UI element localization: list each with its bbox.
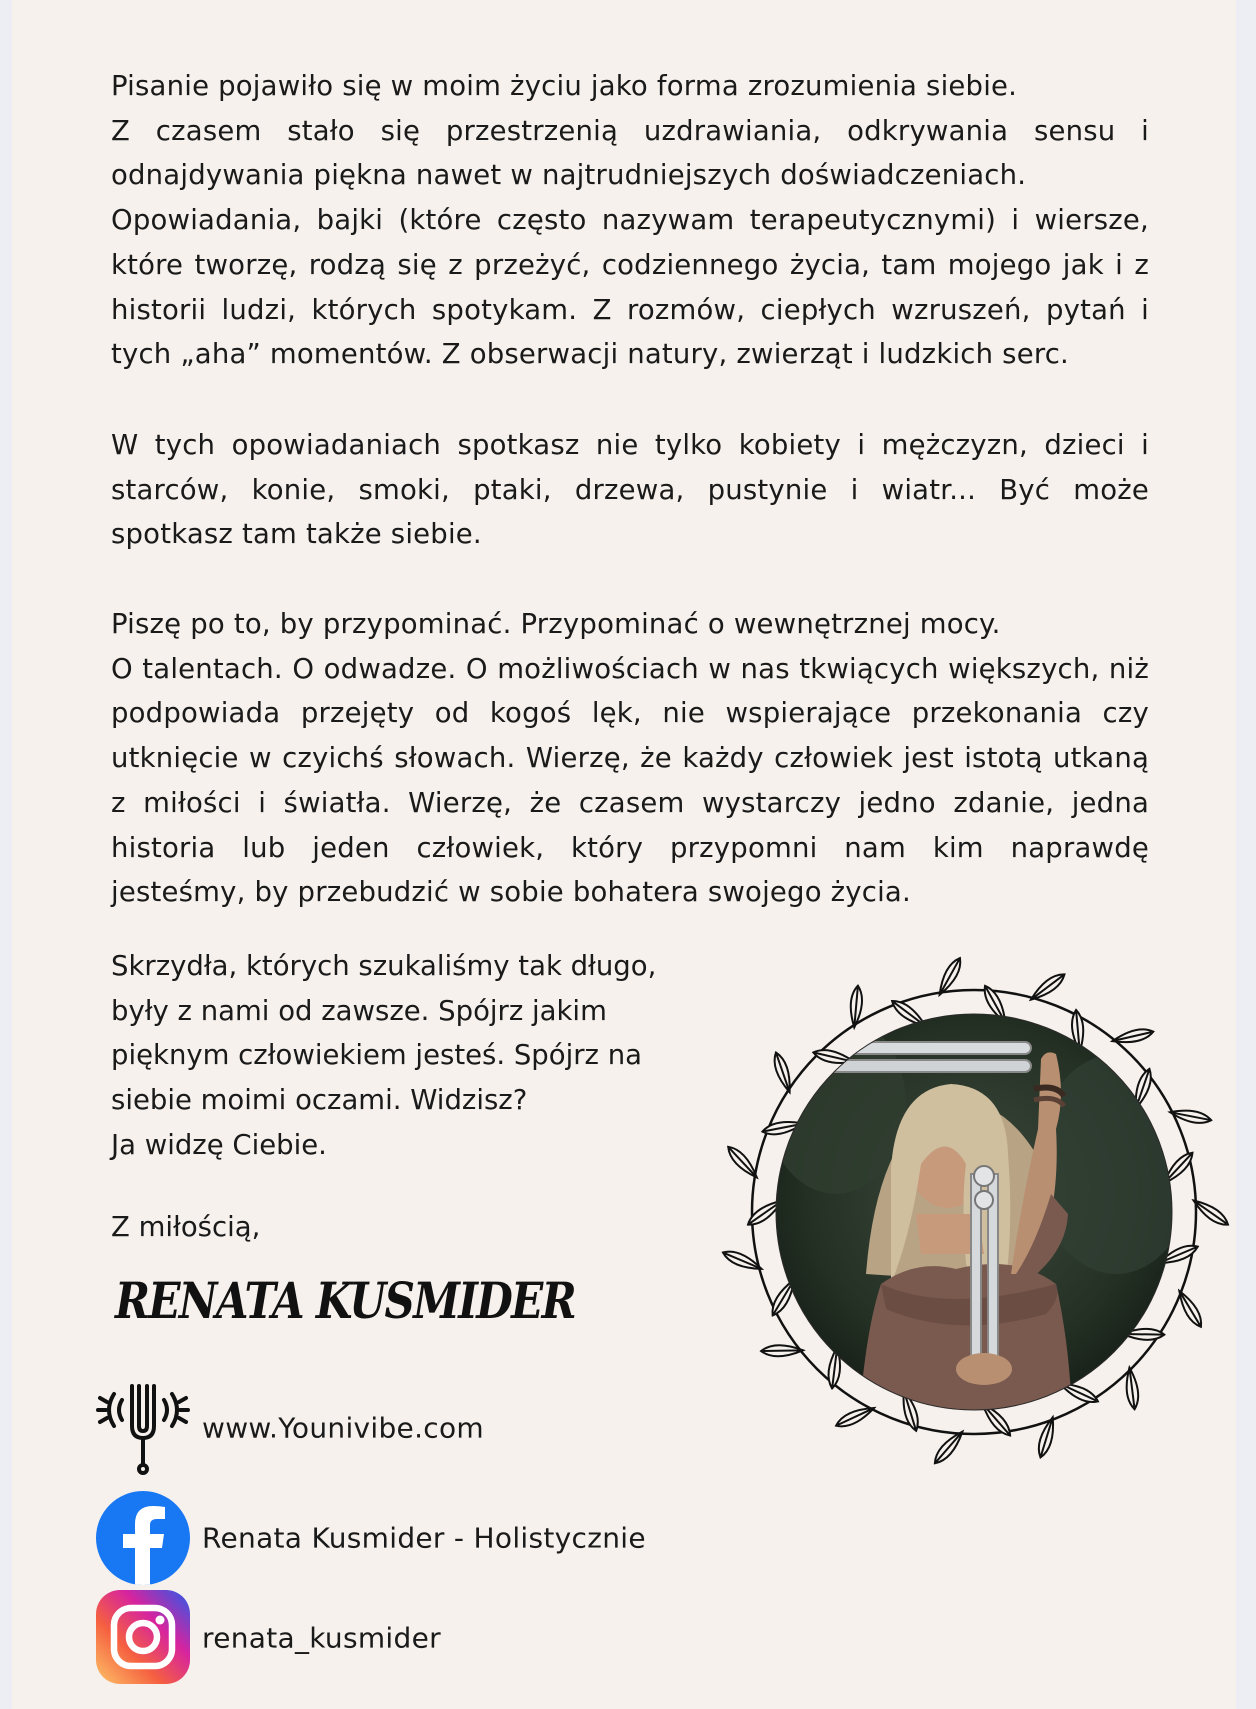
stories-paragraph-text: W tych opowiadaniach spotkasz nie tylko kobiety i mężczyzn, dzieci i starców, konie, smoki, ptaki, drzewa, pustynie i wiatr... Być może spotkasz tam także siebie.: [111, 429, 1149, 551]
handwritten-signature: [111, 1262, 591, 1336]
signature-text: RENATA KUSMIDER: [113, 1271, 576, 1330]
facebook-icon: [92, 1490, 194, 1586]
purpose-paragraph: [111, 602, 1149, 915]
portrait-illustration: [716, 954, 1252, 1470]
purpose-paragraph-rest: O talentach. O odwadze. O możliwościach w nas tkwiących większych, niż podpowiada przejęty od kogoś lęk, nie wspierające przekonania czy utknięcie w czyichś słowach. Wierzę, że każdy człowiek jest istotą utkaną z miłości i światła. Wierzę, że czasem wystarczy jedno zdanie, jedna historia lub jeden człowiek, który przypomni nam kim naprawdę jesteśmy, by przebudzić w sobie bohatera swojego życia.: [111, 652, 1149, 909]
wreath-leaf: [1169, 1107, 1212, 1126]
facebook-contact[interactable]: [92, 1490, 792, 1586]
closing-line: siebie moimi oczami. Widzisz?: [111, 1084, 528, 1117]
intro-paragraph-line1: Pisanie pojawiło się w moim życiu jako forma zrozumienia siebie.: [111, 70, 1018, 102]
closing-verse: [111, 944, 671, 1168]
document-page: [12, 0, 1236, 1709]
closing-line: były z nami od zawsze. Spójrz jakim: [111, 994, 607, 1027]
intro-paragraph: [111, 64, 1149, 377]
intro-paragraph-line2: Z czasem stało się przestrzenią uzdrawiania, odkrywania sensu i odnajdywania piękna nawet w najtrudniejszych doświadczeniach.: [111, 114, 1149, 192]
intro-paragraph-line3: Opowiadania, bajki (które często nazywam terapeutycznymi) i wiersze, które tworzę, rodzą się z przeżyć, codziennego życia, tam mojego jak i z historii ludzi, których spotykam. Z rozmów, ciepłych wzruszeń, pytań i tych „aha” momentów. Z obserwacji natury, zwierząt i ludzkich serc.: [111, 204, 1149, 371]
instagram-icon: [92, 1590, 194, 1686]
sign-off: Z miłością,: [111, 1211, 261, 1243]
instagram-handle[interactable]: renata_kusmider: [202, 1621, 441, 1655]
closing-line: pięknym człowiekiem jesteś. Spójrz na: [111, 1039, 642, 1072]
instagram-contact[interactable]: [92, 1590, 792, 1686]
closing-line: Skrzydła, których szukaliśmy tak długo,: [111, 950, 657, 982]
author-portrait: [716, 954, 1252, 1470]
purpose-paragraph-line1: Piszę po to, by przypominać. Przypominać o wewnętrznej mocy.: [111, 608, 1001, 640]
facebook-page-name[interactable]: Renata Kusmider - Holistycznie: [202, 1521, 646, 1555]
wreath-leaf: [931, 1428, 967, 1467]
wreath-leaf: [1175, 1288, 1206, 1330]
stories-paragraph: [111, 423, 1149, 557]
website-link[interactable]: www.Younivibe.com: [202, 1411, 484, 1445]
tuning-fork-icon: [92, 1380, 194, 1476]
closing-line: Ja widzę Ciebie.: [111, 1128, 327, 1161]
wreath-leaf: [1028, 970, 1068, 1004]
website-contact[interactable]: [92, 1380, 792, 1476]
signature-drawing: [111, 1262, 591, 1336]
wreath-leaf: [724, 1143, 761, 1181]
